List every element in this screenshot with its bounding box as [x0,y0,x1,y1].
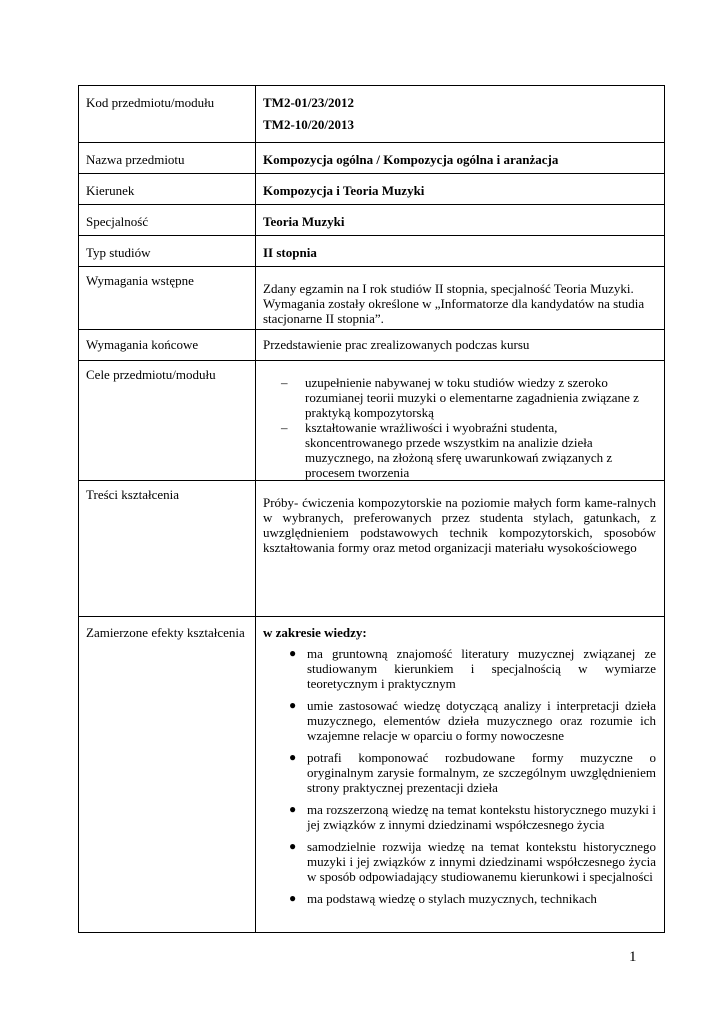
row-label: Nazwa przedmiotu [86,152,185,167]
bullet-icon: ● [289,750,297,764]
list-item: ● ma gruntowną znajomość literatury muzycznej związanej ze studiowanym kierunkiem i specjalnością w wymiarze teoretycznym i praktycznym [289,646,656,691]
objectives-list [256,375,650,480]
row-tresci [79,481,665,617]
dash-marker: – [281,375,288,390]
row-cele [79,361,665,481]
row-label: Typ studiów [86,245,151,260]
course-name: Kompozycja ogólna / Kompozycja ogólna i aranżacja [263,152,559,167]
dash-marker: – [281,420,288,435]
list-item: ● ma rozszerzoną wiedzę na temat kontekstu historycznego muzyki i jej związków z innymi dziedzinami współczesnego życia [289,802,656,832]
page-number: 1 [629,949,637,965]
row-label: Kod przedmiotu/modułu [86,95,215,110]
bullet-icon: ● [289,839,297,853]
study-type: II stopnia [263,245,317,260]
bullet-icon: ● [289,646,297,660]
list-item: – kształtowanie wrażliwości i wyobraźni studenta, skoncentrowanego przede wszystkim na analizie dzieła muzycznego, na złożoną sferę uwarunkowań związanych z procesem tworzenia [281,420,613,480]
list-item: ● umie zastosować wiedzę dotyczącą analizy i interpretacji dzieła muzycznego, elementów dzieła muzycznego oraz rozumie ich wzajemne relacje w oparciu o formy nowoczesne [289,698,656,743]
row-label: Cele przedmiotu/modułu [86,367,216,382]
specialization: Teoria Muzyki [263,214,345,229]
row-label: Specjalność [86,214,149,229]
row-label: Wymagania końcowe [86,337,199,352]
bullet-icon: ● [289,891,297,905]
row-label: Wymagania wstępne [86,273,194,288]
row-efekty [79,617,665,933]
list-item: ● potrafi komponować rozbudowane formy muzyczne o oryginalnym zarysie formalnym, ze szczególnym uwzględnieniem strony praktycznej prezentacji dzieła [289,750,656,795]
syllabus-table [78,85,665,933]
field-of-study: Kompozycja i Teoria Muzyki [263,183,425,198]
row-typ [79,236,665,267]
row-kierunek [79,174,665,205]
row-label: Kierunek [86,183,135,198]
row-wymagania-koncowe [79,330,665,361]
list-item: – uzupełnienie nabywanej w toku studiów wiedzy z szeroko rozumianej teorii muzyki o elementarne zagadnienia związane z praktyką kompozytorską [281,375,639,420]
list-item: ● ma podstawą wiedzę o stylach muzycznych, technikach [289,891,597,906]
bullet-icon: ● [289,802,297,816]
bullet-icon: ● [289,698,297,712]
row-label: Zamierzone efekty kształcenia [86,625,245,640]
row-kod [79,86,665,143]
course-code-2: TM2-10/20/2013 [263,117,354,132]
knowledge-heading: w zakresie wiedzy: [263,625,367,640]
final-requirements: Przedstawienie prac zrealizowanych podczas kursu [263,337,530,352]
course-code-1: TM2-01/23/2012 [263,95,354,110]
row-nazwa [79,143,665,174]
list-item: ● samodzielnie rozwija wiedzę na temat kontekstu historycznego muzyki i jej związków z innymi dziedzinami współczesnego życia w sposób odpowiadający studiowanemu kierunkowi i specjalności [289,839,656,884]
row-wymagania-wstepne [79,267,665,330]
course-content: Próby- ćwiczenia kompozytorskie na poziomie małych form kame-ralnych w wybranych, preferowanych przez studenta stylach, gatunkach, z uwzględnieniem podstawowych technik kompozytorskich, sposobów kształtowania formy oraz metod organizacji materiału wysokościowego [263,495,656,555]
outcomes-list [263,646,656,906]
row-label: Treści kształcenia [86,487,180,502]
entry-requirements: Zdany egzamin na I rok studiów II stopnia, specjalność Teoria Muzyki. Wymagania zostały określone w „Informatorze dla kandydatów na studia stacjonarne II stopnia”. [263,281,645,326]
row-specjalnosc [79,205,665,236]
